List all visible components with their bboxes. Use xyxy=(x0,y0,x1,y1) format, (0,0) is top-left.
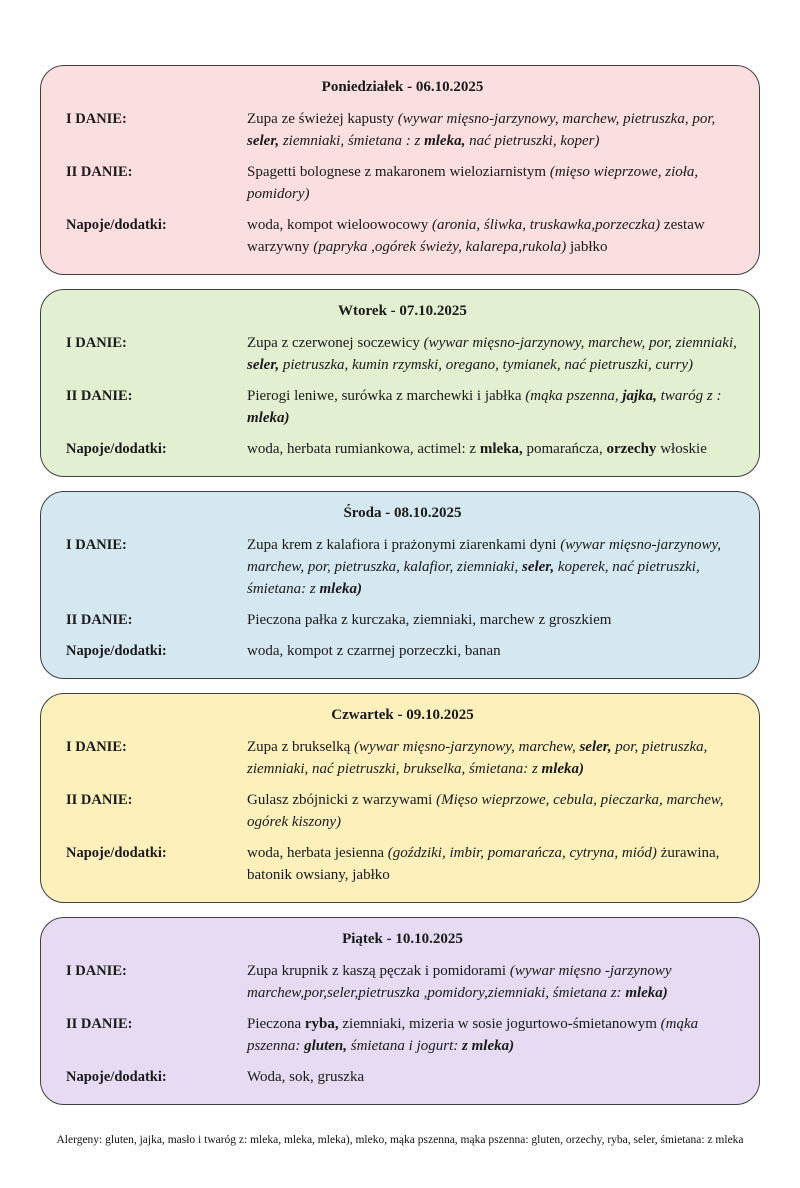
menu-row xyxy=(66,332,739,376)
row-content xyxy=(247,161,739,205)
day-card xyxy=(40,917,760,1105)
menu-row xyxy=(66,108,739,152)
text-segment: por, pietruszka, ziemniaki, nać pietruszki, brukselka, śmietana: z xyxy=(247,739,708,777)
row-label: I DANIE: xyxy=(66,111,127,127)
row-content xyxy=(247,609,739,631)
text-segment: (mąka pszenna, xyxy=(525,388,623,404)
menu-row xyxy=(66,789,739,833)
text-segment: z mleka) xyxy=(462,1038,515,1054)
text-segment: Zupa krupnik z kaszą pęczak i pomidorami xyxy=(247,963,510,979)
row-label: II DANIE: xyxy=(66,1016,133,1032)
menu-row xyxy=(66,736,739,780)
allergen-footer: Alergeny: gluten, jajka, masło i twaróg z: mleka, mleka, mleka), mleko, mąka pszenna, mąka pszenna: gluten, orzechy, ryba, seler, śmietana: z mleka xyxy=(56,1134,744,1146)
text-segment: (wywar mięsno-jarzynowy, marchew, xyxy=(354,739,580,755)
day-title: Czwartek - 09.10.2025 xyxy=(331,707,474,723)
text-segment: mleka) xyxy=(541,761,585,777)
text-segment: woda, kompot z czarrnej porzeczki, banan xyxy=(247,643,501,659)
text-segment: Zupa z brukselką xyxy=(247,739,355,755)
text-segment: (wywar mięsno -jarzynowy marchew,por,seler,pietruszka ,pomidory,ziemniaki, śmietana z: xyxy=(247,963,672,1001)
row-content xyxy=(247,332,739,376)
text-segment: (papryka ,ogórek świeży, kalarepa,rukola) xyxy=(313,239,567,255)
row-label: II DANIE: xyxy=(66,792,133,808)
menu-row xyxy=(66,1013,739,1057)
text-segment: seler, xyxy=(247,357,283,373)
text-segment: pomarańcza, xyxy=(522,441,607,457)
text-segment: (wywar mięsno-jarzynowy, marchew, por, ziemniaki, xyxy=(423,335,737,351)
menu-row xyxy=(66,842,739,886)
text-segment: seler, xyxy=(579,739,616,755)
text-segment: woda, kompot wieloowocowy xyxy=(247,217,432,233)
text-segment: żurawina, batonik owsiany, jabłko xyxy=(247,845,720,883)
text-segment: Woda, sok, gruszka xyxy=(247,1069,365,1085)
menu-row xyxy=(66,438,739,460)
row-label: II DANIE: xyxy=(66,388,133,404)
row-content xyxy=(247,842,739,886)
text-segment: nać pietruszki, koper) xyxy=(469,133,600,149)
row-content xyxy=(247,640,739,662)
text-segment: mleka) xyxy=(247,410,290,426)
menu-row xyxy=(66,640,739,662)
row-content xyxy=(247,1013,739,1057)
day-title: Poniedziałek - 06.10.2025 xyxy=(321,79,484,95)
text-segment: mleka) xyxy=(625,985,668,1001)
row-label: I DANIE: xyxy=(66,537,127,553)
text-segment: Spagetti bolognese z makaronem wieloziarnistym xyxy=(247,164,550,180)
text-segment: mleka) xyxy=(319,581,362,597)
row-label: Napoje/dodatki: xyxy=(66,643,167,659)
text-segment: Pieczona pałka z kurczaka, ziemniaki, marchew z groszkiem xyxy=(247,612,612,628)
text-segment: woda, herbata rumiankowa, actimel: z xyxy=(247,441,480,457)
row-label: Napoje/dodatki: xyxy=(66,845,167,861)
text-segment: jajka, xyxy=(622,388,661,404)
row-content xyxy=(247,214,739,258)
text-segment: Zupa z czerwonej soczewicy xyxy=(247,335,424,351)
text-segment: pietruszka, kumin rzymski, oregano, tymianek, nać pietruszki, curry) xyxy=(282,357,694,373)
menu-row xyxy=(66,1066,739,1088)
day-title: Piątek - 10.10.2025 xyxy=(342,931,463,947)
text-segment: koperek, nać pietruszki, śmietana: z xyxy=(247,559,700,597)
day-card xyxy=(40,491,760,679)
day-title: Wtorek - 07.10.2025 xyxy=(338,303,467,319)
text-segment: (mąka pszenna: xyxy=(247,1016,699,1054)
row-content xyxy=(247,789,739,833)
text-segment: twaróg z : xyxy=(660,388,722,404)
day-card xyxy=(40,65,760,275)
text-segment: woda, herbata jesienna xyxy=(247,845,388,861)
text-segment: mleka, xyxy=(424,133,470,149)
text-segment: śmietana i jogurt: xyxy=(350,1038,463,1054)
row-content xyxy=(247,108,739,152)
row-label: Napoje/dodatki: xyxy=(66,1069,167,1085)
row-label: II DANIE: xyxy=(66,164,133,180)
text-segment: (aronia, śliwka, truskawka,porzeczka) xyxy=(431,217,661,233)
row-content xyxy=(247,438,739,460)
row-label: Napoje/dodatki: xyxy=(66,441,167,457)
text-segment: mleka, xyxy=(479,441,523,457)
text-segment: zestaw warzywny xyxy=(247,217,705,255)
row-label: Napoje/dodatki: xyxy=(66,217,167,233)
text-segment: (wywar mięsno-jarzynowy, marchew, pietruszka, por, xyxy=(397,111,716,127)
text-segment: (wywar mięsno-jarzynowy, marchew, por, pietruszka, kalafior, ziemniaki, xyxy=(247,537,722,575)
text-segment: (goździki, imbir, pomarańcza, cytryna, miód) xyxy=(387,845,657,861)
text-segment: ryba, xyxy=(304,1016,339,1032)
text-segment: gluten, xyxy=(304,1038,351,1054)
row-content xyxy=(247,1066,739,1088)
text-segment: (Mięso wieprzowe, cebula, pieczarka, marchew, ogórek kiszony) xyxy=(247,792,724,830)
row-label: I DANIE: xyxy=(66,963,127,979)
menu-row xyxy=(66,534,739,600)
text-segment: orzechy xyxy=(606,441,657,457)
menu-row xyxy=(66,161,739,205)
row-content xyxy=(247,736,739,780)
row-label: II DANIE: xyxy=(66,612,133,628)
menu-row xyxy=(66,960,739,1004)
row-content xyxy=(247,385,739,429)
row-content xyxy=(247,960,739,1004)
day-title: Środa - 08.10.2025 xyxy=(343,505,462,521)
menu-row xyxy=(66,214,739,258)
text-segment: seler, xyxy=(521,559,558,575)
text-segment: (mięso wieprzowe, zioła, pomidory) xyxy=(247,164,699,202)
day-card xyxy=(40,289,760,477)
text-segment: ziemniaki, śmietana : z xyxy=(282,133,425,149)
text-segment: jabłko xyxy=(566,239,608,255)
text-segment: Zupa ze świeżej kapusty xyxy=(247,111,398,127)
row-label: I DANIE: xyxy=(66,739,127,755)
day-card xyxy=(40,693,760,903)
menu-row xyxy=(66,385,739,429)
text-segment: Pieczona xyxy=(247,1016,305,1032)
text-segment: seler, xyxy=(247,133,283,149)
text-segment: ziemniaki, mizeria w sosie jogurtowo-śmietanowym xyxy=(338,1016,661,1032)
row-content xyxy=(247,534,739,600)
menu-row xyxy=(66,609,739,631)
text-segment: Zupa krem z kalafiora i prażonymi ziarenkami dyni xyxy=(247,537,561,553)
text-segment: Pierogi leniwe, surówka z marchewki i jabłka xyxy=(247,388,526,404)
row-label: I DANIE: xyxy=(66,335,127,351)
text-segment: Gulasz zbójnicki z warzywami xyxy=(247,792,437,808)
text-segment: włoskie xyxy=(656,441,707,457)
